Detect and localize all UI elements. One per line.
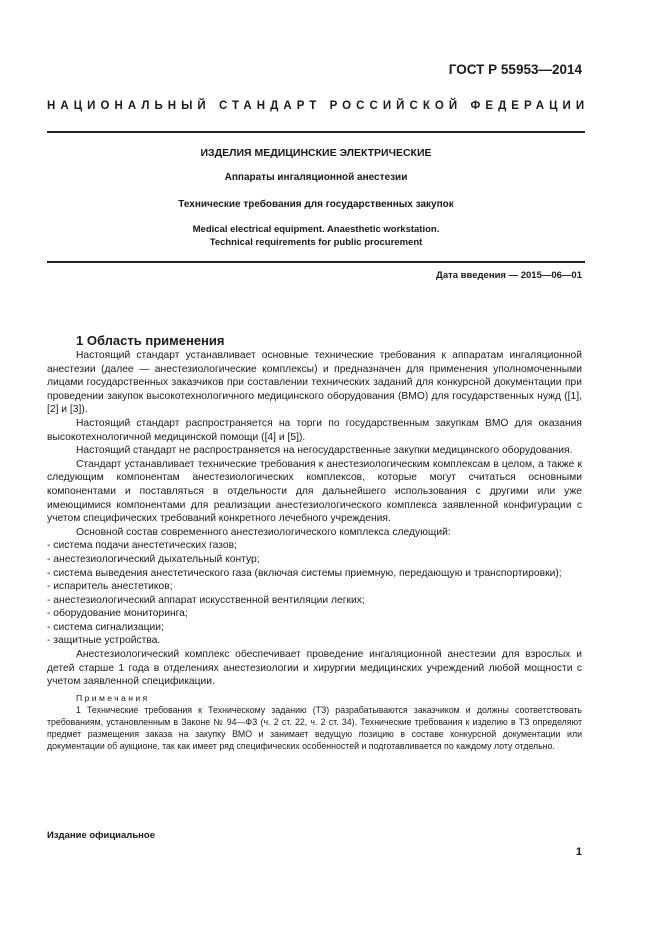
- title-divider: [47, 261, 585, 263]
- document-subtitle: Аппараты ингаляционной анестезии: [224, 172, 408, 183]
- note-heading: Примечания: [76, 692, 150, 703]
- list-item: - анестезиологический дыхательный контур;: [47, 553, 260, 565]
- list-item: - оборудование мониторинга;: [47, 608, 188, 620]
- section-heading: 1 Область применения: [76, 333, 225, 348]
- document-subtitle-2: Технические требования для государственных закупок: [178, 199, 454, 210]
- paragraph: Настоящий стандарт распространяется на торги по государственным закупкам ВМО для оказания высокотехнологичной медицинской помощи ([4] и [5]).: [47, 417, 582, 443]
- top-divider: [47, 131, 585, 133]
- list-item: - система сигнализации;: [47, 621, 164, 633]
- document-title: ИЗДЕЛИЯ МЕДИЦИНСКИЕ ЭЛЕКТРИЧЕСКИЕ: [200, 147, 432, 159]
- note-text: 1 Технические требования к Техническому заданию (ТЗ) разрабатываются заказчиком и должны соответствовать требованиям, установленным в Законе № 94—ФЗ (ч. 2 ст. 22, ч. 2 ст. 34). Технические требования к изделию в ТЗ определяют предмет размещения заказа на закупку ВМО и занимает ведущую позицию в составе конкурсной документации или документации об аукционе, так как имеет ряд специфических особенностей и подготавливается по каждому лоту отдельно.: [47, 705, 582, 752]
- section-body: [47, 349, 582, 752]
- paragraph: Настоящий стандарт не распространяется на негосударственные закупки медицинского оборудования.: [76, 445, 573, 457]
- paragraph: Основной состав современного анестезиологического комплекса следующий:: [76, 526, 451, 538]
- paragraph: Настоящий стандарт устанавливает основные технические требования к аппаратам ингаляционной анестезии (далее — анестезиологические комплексы) и предназначен для применения уполномоченными лицами государственных заказчиков при составлении технических заданий для конкурсной документации при проведении закупок высокотехнологичного медицинского оборудования (ВМО) для государственных нужд ([1], [2] и [3]).: [47, 350, 582, 416]
- paragraph: Стандарт устанавливает технические требования к анестезиологическим комплексам в целом, а также к следующим компонентам анестезиологических комплексов, которые могут считаться основными компонентами и поставляться в отдельности для дальнейшего использования с другими или уже имеющимися компонентами для реализации анестезиологического комплекса заявленной конфигурации с учетом специфических требований конкретного лечебного учреждения.: [47, 458, 582, 525]
- list-item: - система выведения анестетического газа (включая системы приемную, передающую и транспортировки);: [47, 567, 562, 579]
- national-standard-banner: НАЦИОНАЛЬНЫЙ СТАНДАРТ РОССИЙСКОЙ ФЕДЕРАЦИИ: [47, 100, 590, 112]
- list-item: - анестезиологический аппарат искусственной вентиляции легких;: [47, 594, 365, 606]
- closing-paragraph: Анестезиологический комплекс обеспечивает проведение ингаляционной анестезии для взрослых и детей старше 1 года в отделениях анестезиологии и хирургии медицинских учреждений любой мощности с учетом заявленной спецификации.: [47, 649, 582, 688]
- gost-number: ГОСТ Р 55953—2014: [448, 62, 582, 77]
- list-item: - система подачи анестетических газов;: [47, 540, 237, 552]
- official-edition-label: Издание официальное: [47, 830, 155, 841]
- list-item: - испаритель анестетиков;: [47, 581, 173, 593]
- english-title-line-1: Medical electrical equipment. Anaesthetic workstation.: [192, 224, 440, 235]
- english-title-line-2: Technical requirements for public procurement: [209, 236, 423, 248]
- page-number: 1: [575, 846, 582, 858]
- english-title: [47, 224, 585, 249]
- list-item: - защитные устройства.: [47, 635, 161, 647]
- introduction-date: Дата введения — 2015—06—01: [436, 270, 582, 281]
